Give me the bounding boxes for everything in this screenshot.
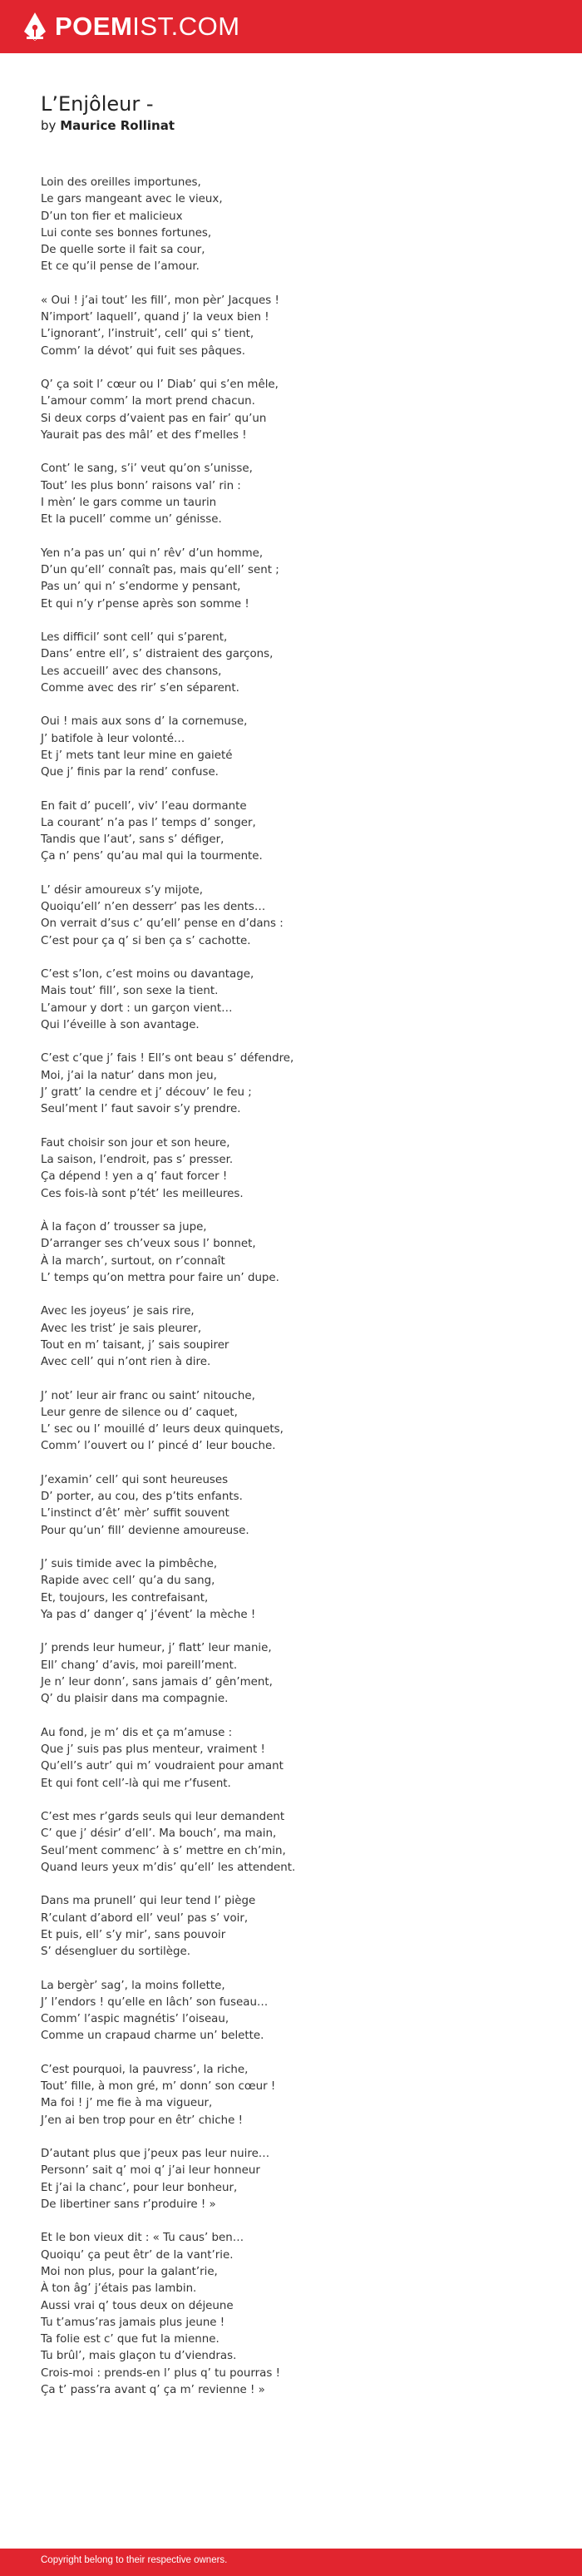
poem-line: Moi non plus, pour la galant’rie,	[41, 2265, 218, 2278]
poem-body	[41, 175, 556, 2399]
stanza	[41, 967, 556, 1034]
poem-line: J’ prends leur humeur, j’ flatt’ leur manie,	[41, 1642, 272, 1655]
poem-line: Tu t’amus’ras jamais plus jeune !	[41, 2316, 225, 2329]
stanza	[41, 1640, 556, 1708]
poem-line: Yen n’a pas un’ qui n’ rêv’ d’un homme,	[41, 546, 264, 560]
stanza	[41, 2146, 556, 2213]
poem-line: Avec cell’ qui n’ont rien à dire.	[41, 1356, 211, 1369]
stanza	[41, 1051, 556, 1118]
poem-line: De quelle sorte il fait sa cour,	[41, 244, 205, 257]
poem-line: L’amour comm’ la mort prend chacun.	[41, 395, 255, 408]
poem-line: Dans ma prunell’ qui leur tend l’ piège	[41, 1895, 256, 1908]
poem-line: Les difficil’ sont cell’ qui s’parent,	[41, 631, 228, 644]
poem-container	[41, 91, 556, 2415]
stanza	[41, 1388, 556, 1456]
poem-line: Lui conte ses bonnes fortunes,	[41, 226, 212, 240]
poem-line: L’amour y dort : un garçon vient…	[41, 1001, 233, 1015]
poem-line: Faut choisir son jour et son heure,	[41, 1136, 230, 1150]
pen-nib-icon	[23, 12, 47, 42]
stanza	[41, 1472, 556, 1540]
poem-line: Pas un’ qui n’ s’endorme y pensant,	[41, 581, 241, 594]
stanza	[41, 377, 556, 444]
poem-line: La saison, l’endroit, pas s’ presser.	[41, 1153, 234, 1166]
poem-line: Je n’ leur donn’, sans jamais d’ gên’ment,	[41, 1675, 273, 1688]
poem-line: I mèn’ le gars comme un taurin	[41, 497, 217, 510]
poem-line: C’est c’que j’ fais ! Ell’s ont beau s’ défendre,	[41, 1052, 294, 1066]
poem-line: Que j’ suis pas plus menteur, vraiment !	[41, 1743, 265, 1756]
stanza	[41, 883, 556, 950]
poem-line: Moi, j’ai la natur’ dans mon jeu,	[41, 1069, 217, 1082]
poem-line: Et la pucell’ comme un’ génisse.	[41, 513, 222, 527]
poem-line: À ton âg’ j’étais pas lambin.	[41, 2282, 197, 2296]
poem-line: Q’ du plaisir dans ma compagnie.	[41, 1693, 229, 1706]
poem-line: Leur genre de silence ou d’ caquet,	[41, 1406, 238, 1419]
poem-line: Et ce qu’il pense de l’amour.	[41, 260, 200, 274]
stanza	[41, 714, 556, 781]
poem-line: Et, toujours, les contrefaisant,	[41, 1591, 209, 1604]
stanza	[41, 1219, 556, 1287]
poem-line: Ça t’ pass’ra avant q’ ça m’ revienne ! »	[41, 2384, 265, 2397]
poem-line: En fait d’ pucell’, viv’ l’eau dormante	[41, 799, 247, 813]
poem-line: Et qui n’y r’pense après son somme !	[41, 597, 249, 611]
poem-line: À la façon d’ trousser sa jupe,	[41, 1220, 207, 1234]
poem-line: Ça dépend ! yen a q’ faut forcer !	[41, 1170, 228, 1184]
poem-line: C’est pour ça q’ si ben ça s’ cachotte.	[41, 934, 251, 947]
poem-line: Ça n’ pens’ qu’au mal qui la tourmente.	[41, 850, 263, 863]
poem-line: Tandis que l’aut’, sans s’ défiger,	[41, 833, 224, 847]
poem-line: L’ignorant’, l’instruit’, cell’ qui s’ tient,	[41, 328, 254, 341]
poem-line: La bergèr’ sag’, la moins follette,	[41, 1979, 225, 1992]
poem-line: C’est mes r’gards seuls qui leur demandent	[41, 1810, 285, 1823]
poem-line: Et puis, ell’ s’y mir’, sans pouvoir	[41, 1928, 226, 1941]
poem-line: Au fond, je m’ dis et ça m’amuse :	[41, 1726, 233, 1739]
site-logo[interactable]	[23, 12, 240, 42]
poem-line: Qui l’éveille à son avantage.	[41, 1019, 200, 1032]
poem-line: À la march’, surtout, on r’connaît	[41, 1254, 225, 1268]
stanza	[41, 799, 556, 866]
poem-line: D’autant plus que j’peux pas leur nuire…	[41, 2148, 270, 2161]
poem-line: Seul’ment l’ faut savoir s’y prendre.	[41, 1103, 241, 1116]
stanza	[41, 1135, 556, 1203]
poem-line: Que j’ finis par la rend’ confuse.	[41, 766, 219, 779]
poem-line: D’arranger ses ch’veux sous l’ bonnet,	[41, 1238, 256, 1251]
poem-line: C’ que j’ désir’ d’ell’. Ma bouch’, ma main,	[41, 1827, 277, 1841]
poem-line: D’un qu’ell’ connaît pas, mais qu’ell’ sent ;	[41, 564, 279, 577]
stanza	[41, 1978, 556, 2045]
poem-byline	[41, 117, 556, 134]
poem-line: S’ désengluer du sortilège.	[41, 1946, 191, 1959]
stanza	[41, 1893, 556, 1960]
site-header	[0, 0, 582, 53]
poem-line: Tu brûl’, mais glaçon tu d’viendras.	[41, 2350, 237, 2363]
poem-line: Comme avec des rir’ s’en séparent.	[41, 681, 239, 695]
poem-line: Crois-moi : prends-en l’ plus q’ tu pourras !	[41, 2366, 280, 2380]
poem-line: Yaurait pas des mâl’ et des f’melles !	[41, 429, 247, 443]
poem-line: J’ suis timide avec la pimbêche,	[41, 1558, 218, 1571]
stanza	[41, 1556, 556, 1624]
poem-line: Ta folie est c’ que fut la mienne.	[41, 2333, 219, 2346]
poem-line: Avec les trist’ je sais pleurer,	[41, 1322, 202, 1335]
poem-line: Seul’ment commenc’ à s’ mettre en ch’min,	[41, 1844, 286, 1857]
poem-line: Ya pas d’ danger q’ j’évent’ la mèche !	[41, 1608, 256, 1621]
poem-line: Et qui font cell’-là qui me r’fusent.	[41, 1777, 231, 1790]
poem-line: J’ not’ leur air franc ou saint’ nitouche,	[41, 1389, 255, 1402]
poem-line: Comm’ l’ouvert ou l’ pincé d’ leur bouche.	[41, 1440, 276, 1453]
poem-line: L’ désir amoureux s’y mijote,	[41, 883, 204, 897]
poem-line: Le gars mangeant avec le vieux,	[41, 193, 223, 206]
poem-line: L’ temps qu’on mettra pour faire un’ dupe.	[41, 1271, 279, 1284]
byline-prefix: by	[41, 118, 57, 133]
poem-line: Comme un crapaud charme un’ belette.	[41, 2030, 264, 2043]
poem-line: J’ batifole à leur volonté…	[41, 732, 185, 745]
poem-line: De libertiner sans r’produire ! »	[41, 2198, 216, 2211]
poem-line: R’culant d’abord ell’ veul’ pas s’ voir,	[41, 1911, 249, 1925]
poem-line: D’un ton fier et malicieux	[41, 210, 183, 223]
author-link[interactable]: Maurice Rollinat	[60, 118, 175, 133]
poem-line: Mais tout’ fill’, son sexe la tient.	[41, 985, 219, 998]
poem-line: J’ l’endors ! qu’elle en lâch’ son fuseau…	[41, 1995, 269, 2009]
stanza	[41, 1725, 556, 1792]
poem-line: Comm’ la dévot’ qui fuit ses pâques.	[41, 344, 245, 358]
stanza	[41, 1809, 556, 1876]
poem-line: Ell’ chang’ d’avis, moi pareill’ment.	[41, 1659, 238, 1672]
copyright-text: Copyright belong to their respective owners.	[41, 2555, 228, 2565]
poem-line: Et j’ai la chanc’, pour leur bonheur,	[41, 2181, 238, 2194]
poem-line: Tout en m’ taisant, j’ sais soupirer	[41, 1338, 229, 1352]
stanza	[41, 2062, 556, 2129]
stanza	[41, 546, 556, 613]
poem-line: D’ porter, au cou, des p’tits enfants.	[41, 1491, 243, 1504]
poem-line: J’ gratt’ la cendre et j’ découv’ le feu ;	[41, 1086, 252, 1099]
poem-line: Quoiqu’ ça peut êtr’ de la vant’rie.	[41, 2248, 234, 2262]
poem-line: Rapide avec cell’ qu’a du sang,	[41, 1575, 215, 1588]
poem-line: Aussi vrai q’ tous deux on déjeune	[41, 2299, 234, 2312]
poem-line: Avec les joyeus’ je sais rire,	[41, 1305, 195, 1318]
poem-line: Cont’ le sang, s’i’ veut qu’on s’unisse,	[41, 462, 253, 476]
stanza	[41, 2230, 556, 2399]
poem-line: « Oui ! j’ai tout’ les fill’, mon pèr’ Jacques !	[41, 294, 279, 307]
poem-line: On verrait d’sus c’ qu’ell’ pense en d’dans :	[41, 917, 284, 931]
poem-line: Pour qu’un’ fill’ devienne amoureuse.	[41, 1524, 249, 1537]
stanza	[41, 1303, 556, 1371]
poem-line: Q’ ça soit l’ cœur ou l’ Diab’ qui s’en mêle,	[41, 378, 279, 392]
site-footer	[0, 2549, 582, 2576]
stanza	[41, 293, 556, 360]
poem-line: L’instinct d’êt’ mèr’ suffit souvent	[41, 1507, 229, 1520]
poem-line: Comm’ l’aspic magnétis’ l’oiseau,	[41, 2013, 229, 2026]
poem-line: Tout’ les plus bonn’ raisons val’ rin :	[41, 479, 241, 492]
poem-line: Personn’ sait q’ moi q’ j’ai leur honneur	[41, 2164, 260, 2178]
poem-line: C’est pourquoi, la pauvress’, la riche,	[41, 2063, 249, 2076]
stanza	[41, 461, 556, 528]
stanza	[41, 175, 556, 276]
poem-line: L’ sec ou l’ mouillé d’ leurs deux quinquets,	[41, 1423, 284, 1436]
poem-line: Quoiqu’ell’ n’en desserr’ pas les dents…	[41, 901, 266, 914]
poem-line: Tout’ fille, à mon gré, m’ donn’ son cœur !	[41, 2080, 276, 2094]
poem-line: Ces fois-là sont p’tét’ les meilleures.	[41, 1187, 244, 1200]
poem-line: Ma foi ! j’ me fie à ma vigueur,	[41, 2097, 213, 2110]
poem-line: J’examin’ cell’ qui sont heureuses	[41, 1473, 229, 1486]
poem-line: N’import’ laquell’, quand j’ la veux bien !	[41, 311, 269, 324]
poem-line: Loin des oreilles importunes,	[41, 176, 201, 189]
poem-line: J’en ai ben trop pour en êtr’ chiche !	[41, 2114, 243, 2127]
poem-line: Les accueill’ avec des chansons,	[41, 665, 222, 678]
poem-line: Dans’ entre ell’, s’ distraient des garçons,	[41, 648, 274, 661]
poem-line: La courant’ n’a pas l’ temps d’ songer,	[41, 816, 256, 829]
poem-line: C’est s’lon, c’est moins ou davantage,	[41, 968, 254, 981]
poem-line: Si deux corps d’vaient pas en fair’ qu’un	[41, 412, 267, 425]
site-name: POEMIST.COM	[55, 12, 240, 41]
stanza	[41, 630, 556, 697]
poem-title: L’Enjôleur -	[41, 92, 154, 116]
poem-line: Oui ! mais aux sons d’ la cornemuse,	[41, 715, 248, 729]
poem-line: Et j’ mets tant leur mine en gaieté	[41, 749, 233, 762]
poem-line: Qu’ell’s autr’ qui m’ voudraient pour amant	[41, 1760, 284, 1773]
poem-line: Et le bon vieux dit : « Tu caus’ ben…	[41, 2232, 244, 2245]
poem-line: Quand leurs yeux m’dis’ qu’ell’ les attendent.	[41, 1861, 296, 1874]
